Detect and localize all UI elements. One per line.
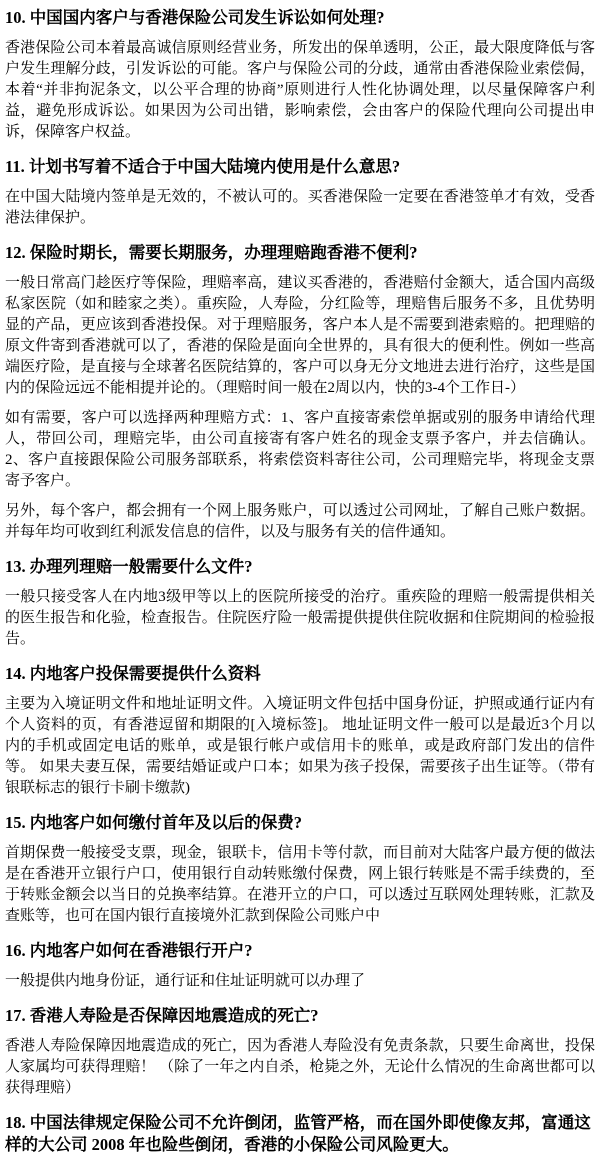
answer-paragraph: 一般日常高门趁医疗等保险，理赔率高，建议买香港的，香港赔付金额大，适合国内高级私家医院（如和睦家之类）。重疾险，人寿险，分红险等，理赔售后服务不多，且优势明显的产品，更应该到香港投保。对于理赔服务，客户本人是不需要到港索赔的。把理赔的原文件寄到香港就可以了，香港的保险是面向全世界的，具有很大的便利性。例如一些高端医疗险，是直接与全球著名医院结算的，客户可以身无分文地进去进行治疗，这些是国内的保险远远不能相提并论的。（理赔时间一般在2周以内，快的3-4个工作日-）	[5, 275, 595, 396]
question-heading: 16. 内地客户如何在香港银行开户?	[5, 941, 253, 960]
question-heading: 14. 内地客户投保需要提供什么资料	[5, 664, 261, 683]
answer-paragraph: 首期保费一般接受支票，现金，银联卡，信用卡等付款，而目前对大陆客户最方便的做法是在香港开立银行户口，使用银行自动转账缴付保费，网上银行转账是不需手续费的，至于转账金额会以当日的兑换率结算。在港开立的户口，可以透过互联网处理转账，汇款及查账等，也可在国内银行直接境外汇款到保险公司账户中	[5, 845, 595, 924]
faq-section-14	[5, 663, 595, 799]
answer-paragraph: 另外，每个客户，都会拥有一个网上服务账户，可以透过公司网址，了解自己账户数据。并每年均可收到红利派发信息的信件，以及与服务有关的信件通知。	[5, 503, 595, 540]
question-heading: 12. 保险时期长，需要长期服务，办理理赔跑香港不便利?	[5, 243, 418, 262]
faq-section-17	[5, 1005, 595, 1099]
question-heading: 15. 内地客户如何缴付首年及以后的保费?	[5, 813, 302, 832]
question-heading: 18. 中国法律规定保险公司不允许倒闭，监管严格，而在国外即使像友邦，富通这样的大公司 2008 年也险些倒闭，香港的小保险公司风险更大。	[5, 1113, 591, 1154]
question-heading: 10. 中国国内客户与香港保险公司发生诉讼如何处理?	[5, 8, 385, 27]
faq-section-10	[5, 7, 595, 143]
faq-section-15	[5, 812, 595, 927]
faq-section-18	[5, 1112, 595, 1156]
faq-section-12	[5, 242, 595, 543]
answer-paragraph: 在中国大陆境内签单是无效的，不被认可的。买香港保险一定要在香港签单才有效，受香港法律保护。	[5, 189, 595, 226]
faq-section-13	[5, 556, 595, 650]
answer-paragraph: 一般提供内地身份证，通行证和住址证明就可以办理了	[5, 973, 366, 989]
answer-paragraph: 香港人寿险保障因地震造成的死亡，因为香港人寿险没有免责条款，只要生命离世，投保人家属均可获得理赔！ （除了一年之内自杀，枪毙之外，无论什么情况的生命离世都可以获得理赔）	[5, 1038, 595, 1096]
answer-paragraph: 一般只接受客人在内地3级甲等以上的医院所接受的治疗。重疾险的理赔一般需提供相关的医生报告和化验，检查报告。住院医疗险一般需提供提供住院收据和住院期间的检验报告。	[5, 589, 595, 647]
answer-paragraph: 如有需要，客户可以选择两种理赔方式：1、客户直接寄索偿单据或别的服务申请给代理人，带回公司，理赔完毕，由公司直接寄有客户姓名的现金支票予客户，并去信确认。2、客户直接跟保险公司服务部联系，将索偿资料寄往公司，公司理赔完毕，将现金支票寄予客户。	[5, 410, 595, 489]
faq-section-11	[5, 156, 595, 229]
question-heading: 11. 计划书写着不适合于中国大陆境内使用是什么意思?	[5, 157, 401, 176]
faq-section-16	[5, 940, 595, 992]
answer-paragraph: 主要为入境证明文件和地址证明文件。入境证明文件包括中国身份证，护照或通行证内有个人资料的页，有香港逗留和期限的[入境标签]。 地址证明文件一般可以是最近3个月以内的手机或固定电话的账单，或是银行帐户或信用卡的账单，或是政府部门发出的信件等。 如果夫妻互保，需要结婚证或户口本；如果为孩子投保，需要孩子出生证等。（带有银联标志的银行卡刷卡缴款)	[5, 696, 595, 796]
question-heading: 13. 办理列理赔一般需要什么文件?	[5, 557, 253, 576]
answer-paragraph: 香港保险公司本着最高诚信原则经营业务，所发出的保单透明，公正，最大限度降低与客户发生理解分歧，引发诉讼的可能。客户与保险公司的分歧，通常由香港保险业索偿侷，本着“并非拘泥条文，以公平合理的协商”原则进行人性化协调处理，以尽量保障客户利益，避免形成诉讼。如果因为公司出错，影响索偿，会由客户的保险代理向公司提出申诉，保障客户权益。	[5, 40, 595, 140]
question-heading: 17. 香港人寿险是否保障因地震造成的死亡?	[5, 1006, 319, 1025]
